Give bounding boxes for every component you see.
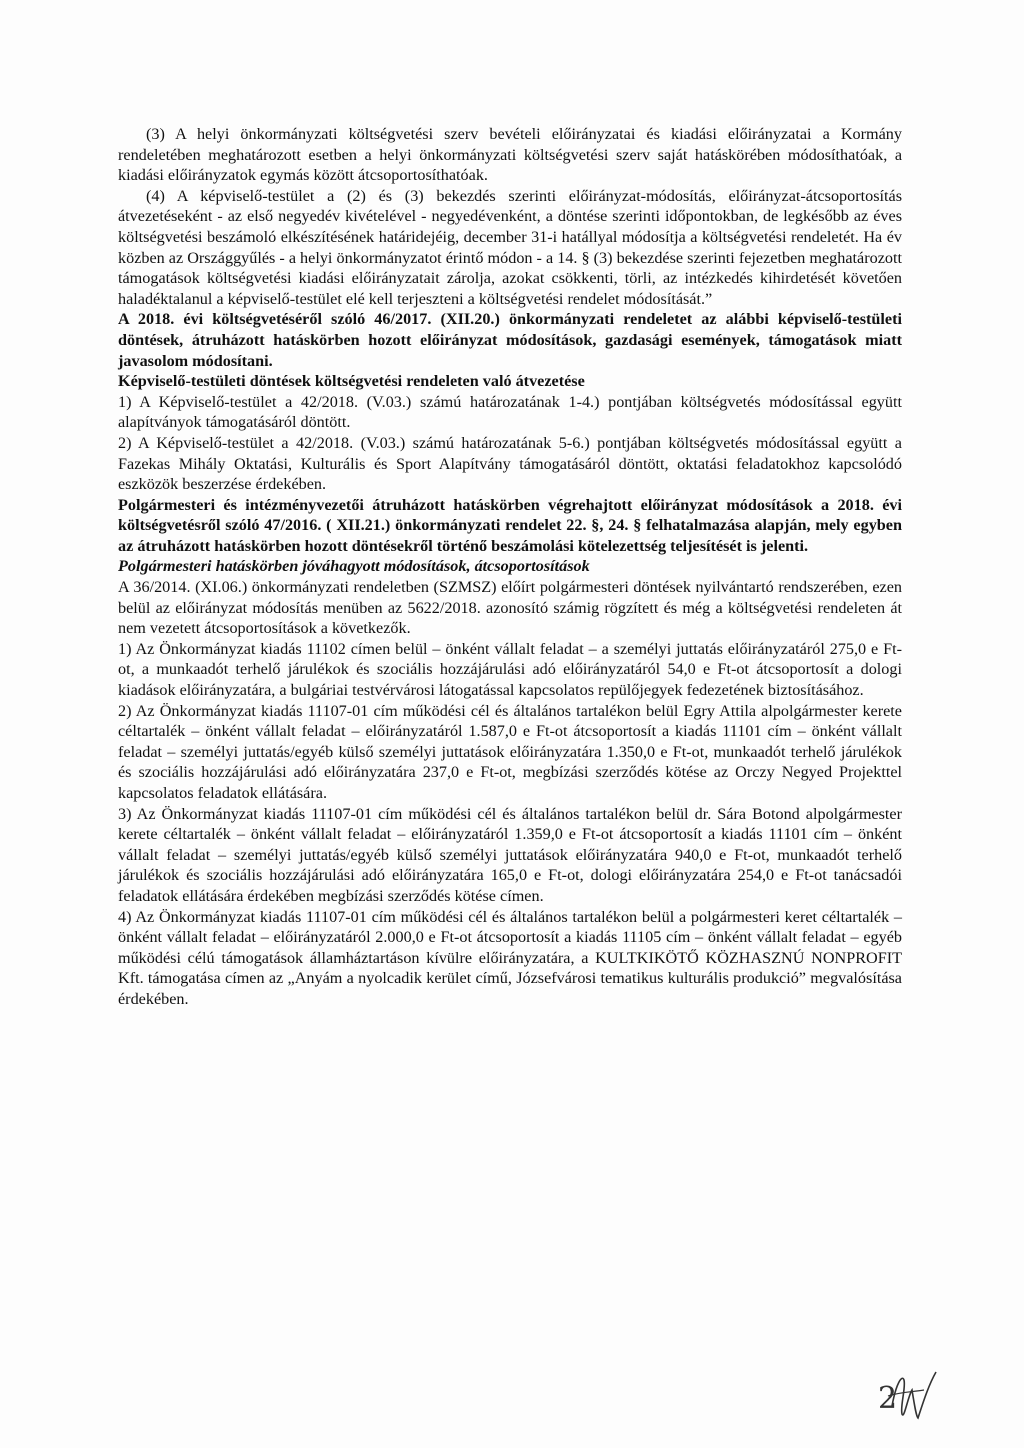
section-heading-council-decisions: Képviselő-testületi döntések költségvetési rendeleten való átvezetése <box>118 372 585 391</box>
page-number-mark: 2 <box>878 1381 898 1416</box>
reallocation-item-3: 3) Az Önkormányzat kiadás 11107-01 cím működési cél és általános tartalékon belül dr. Sára Botond alpolgármester kerete céltartalék – önként vállalt feladat – előirányzatáról 1.359,0 e Ft-ot átcsoportosít a kiadás 11101 cím – önként vállalt feladat – személyi juttatás/egyéb külső személyi juttatások előirányzatára 940,0 e Ft-ot, munkaadót terhelő járulékok és szociális hozzájárulási adó előirányzatára 165,0 e Ft-ot, dologi előirányzatára 254,0 e Ft-ot tanácsadói feladatok ellátására érdekében megbízási szerződés kötése címen. <box>118 804 902 905</box>
signature-stroke <box>892 1372 936 1418</box>
mayor-register-intro: A 36/2014. (XI.06.) önkormányzati rendeletben (SZMSZ) előírt polgármesteri döntések nyilvántartó rendszerében, ezen belül az előirányzat módosítás menüben az 5622/2018. azonosító számig rögzített és még a költségvetési rendeleten át nem vezetett átcsoportosítások a következők. <box>118 578 902 638</box>
reallocation-item-4: 4) Az Önkormányzat kiadás 11107-01 cím működési cél és általános tartalékon belül a polgármesteri keret céltartalék – önként vállalt feladat – előirányzatáról 2.000,0 e Ft-ot átcsoportosít a kiadás 11105 cím – önként vállalt feladat – egyéb működési célú támogatások államháztartáson kívülre előirányzatára, a KULTKIKÖTŐ KÖZHASZNÚ NONPROFIT Kft. támogatása címen az „Anyám a nyolcadik kerület című, Józsefvárosi tematikus kulturális produkció” megvalósítása érdekében. <box>118 907 902 1008</box>
document-body <box>118 124 902 1010</box>
paragraph-3: (3) A helyi önkormányzati költségvetési szerv bevételi előirányzatai és kiadási előirányzatai a Kormány rendeletében meghatározott esetben a helyi önkormányzati költségvetési szerv saját hatáskörében módosíthatóak, a kiadási előirányzatok egymás között átcsoportosíthatóak. <box>118 125 902 185</box>
paragraph-4: (4) A képviselő-testület a (2) és (3) bekezdés szerinti előirányzat-módosítás, előirányzat-átcsoportosítás átvezetéseként - az első negyedév kivételével - negyedévenként, a döntése szerinti időpontokban, de legkésőbb az éves költségvetési beszámoló elkészítésének határidejéig, december 31-i hatállyal módosítja a költségvetési rendeletét. Ha év közben az Országgyűlés - a helyi önkormányzatot érintő módon - a 14. § (3) bekezdése szerinti fejezetben meghatározott támogatások költségvetési kiadási előirányzatait zárolja, azokat csökkenti, törli, az intézkedés kihirdetését követően haladéktalanul a képviselő-testület elé kell terjeszteni a költségvetési rendelet módosítását.” <box>118 186 902 308</box>
subsection-heading-mayor-approvals: Polgármesteri hatáskörben jóváhagyott módosítások, átcsoportosítások <box>118 557 590 576</box>
council-decision-1: 1) A Képviselő-testület a 42/2018. (V.03.) számú határozatának 1-4.) pontjában költségvetés módosítással együtt alapítványok támogatásáról döntött. <box>118 392 902 432</box>
intro-statement: A 2018. évi költségvetéséről szóló 46/2017. (XII.20.) önkormányzati rendeletet az alábbi képviselő-testületi döntések, átruházott hatáskörben hozott előirányzat módosítások, gazdasági események, támogatások miatt javasolom módosítani. <box>118 310 902 370</box>
handwritten-signature <box>872 1366 942 1426</box>
reallocation-item-1: 1) Az Önkormányzat kiadás 11102 címen belül – önként vállalt feladat – a személyi juttatás előirányzatáról 275,0 e Ft-ot, a munkaadót terhelő járulékok és szociális hozzájárulási adó előirányzatáról 54,0 e Ft-ot átcsoportosít a dologi kiadások előirányzatára, a bulgáriai testvérvárosi látogatással kapcsolatos repülőjegyek fedezetének biztosításához. <box>118 639 902 700</box>
section-heading-delegated-powers: Polgármesteri és intézményvezetői átruházott hatáskörben végrehajtott előirányzat módosítások a 2018. évi költségvetésről szóló 47/2016. ( XII.21.) önkormányzati rendelet 22. §, 24. § felhatalmazása alapján, mely egyben az átruházott hatáskörben hozott döntésekről történő beszámolási kötelezettség teljesítését is jelenti. <box>118 495 902 555</box>
reallocation-item-2: 2) Az Önkormányzat kiadás 11107-01 cím működési cél és általános tartalékon belül Egry Attila alpolgármester kerete céltartalék – önként vállalt feladat – előirányzatáról 1.587,0 e Ft-ot átcsoportosít a kiadás 11101 cím – önként vállalt feladat – személyi juttatás/egyéb külső személyi juttatások előirányzatára 1.350,0 e Ft-ot, munkaadót terhelő járulékok és szociális hozzájárulási adó előirányzatára 237,0 e Ft-ot, megbízási szerződés kötése az Orczy Negyed Projekttel kapcsolatos feladatok ellátására. <box>118 701 902 802</box>
council-decision-2: 2) A Képviselő-testület a 42/2018. (V.03.) számú határozatának 5-6.) pontjában költségvetés módosítással együtt a Fazekas Mihály Oktatási, Kulturális és Sport Alapítvány támogatásáról döntött, oktatási feladatokhoz kapcsolódó eszközök beszerzése érdekében. <box>118 433 902 494</box>
